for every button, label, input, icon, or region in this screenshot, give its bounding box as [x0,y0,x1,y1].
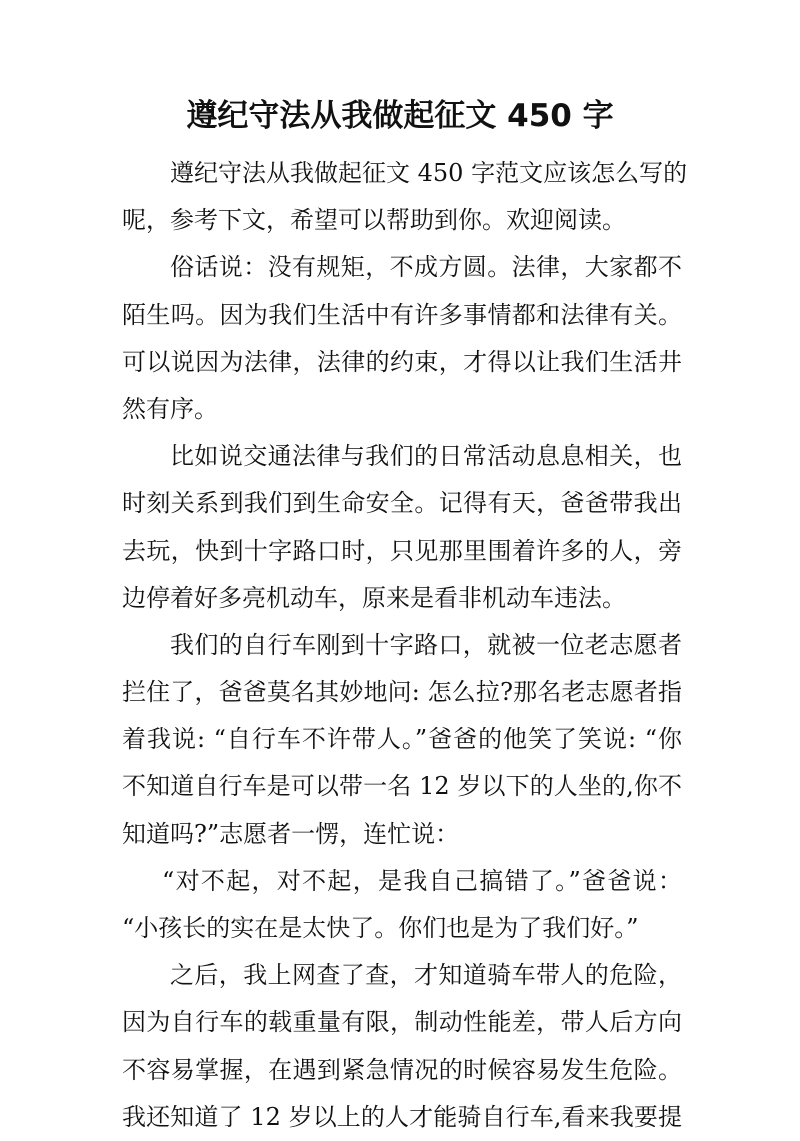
text-line: 拦住了，爸爸莫名其妙地问: 怎么拉?那名老志愿者指 [122,678,682,707]
text-line: 时刻关系到我们到生命安全。记得有天，爸爸带我出 [122,489,682,518]
text-line: 不容易掌握，在遇到紧急情况的时候容易发生危险。 [122,1055,682,1084]
document-title: 遵纪守法从我做起征文 450 字 [186,98,614,134]
text-line: 不知道自行车是可以带一名 12 岁以下的人坐的,你不 [122,772,682,801]
text-line: 之后，我上网查了查，才知道骑车带人的危险， [170,961,682,990]
text-line: 我们的自行车刚到十字路口，就被一位老志愿者 [170,630,682,659]
text-line: 因为自行车的载重量有限，制动性能差，带人后方向 [122,1008,682,1037]
text-line: 可以说因为法律，法律的约束，才得以让我们生活井 [122,347,682,376]
text-line: 去玩，快到十字路口时，只见那里围着许多的人，旁 [122,536,682,565]
text-line: 然有序。 [122,394,218,423]
text-line: “对不起，对不起，是我自己搞错了。”爸爸说： [162,866,682,895]
text-line: “小孩长的实在是太快了。你们也是为了我们好。” [122,914,639,942]
text-line: 比如说交通法律与我们的日常活动息息相关，也 [170,442,682,471]
text-line: 我还知道了 12 岁以上的人才能骑自行车,看来我要提 [122,1102,682,1131]
text-line: 遵纪守法从我做起征文 450 字范文应该怎么写的 [170,159,688,187]
text-line: 陌生吗。因为我们生活中有许多事情都和法律有关。 [122,300,682,329]
document-body [122,150,688,1141]
text-line: 俗话说：没有规矩，不成方圆。法律，大家都不 [170,253,682,282]
text-line: 知道吗?”志愿者一愣，连忙说： [122,819,460,848]
text-line: 呢，参考下文，希望可以帮助到你。欢迎阅读。 [122,206,626,235]
text-line: 着我说: “自行车不许带人。”爸爸的他笑了笑说: “你 [122,725,682,754]
text-line: 边停着好多亮机动车，原来是看非机动车违法。 [122,583,626,612]
